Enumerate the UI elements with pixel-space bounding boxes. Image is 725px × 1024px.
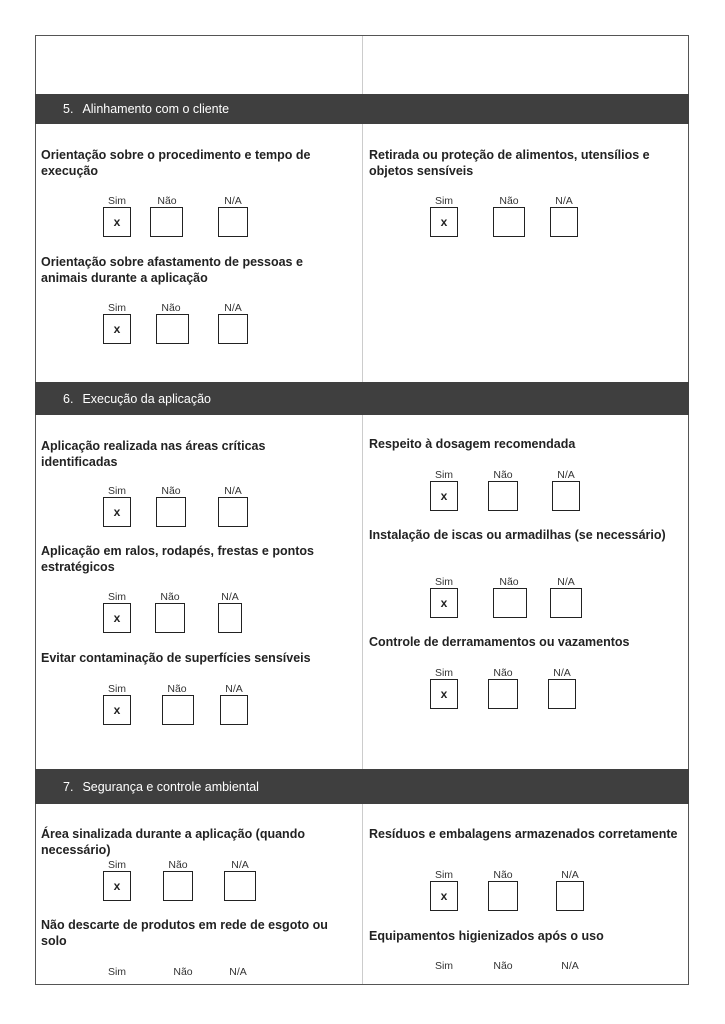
option-label-sim: Sim [434, 469, 454, 481]
checkbox-na[interactable] [550, 207, 578, 237]
option-label-sim: Sim [434, 960, 454, 972]
option-label-sim: Sim [434, 195, 454, 207]
option-label-nao: Não [157, 195, 177, 207]
question-text: Evitar contaminação de superfícies sensíveis [41, 651, 311, 665]
checkbox-na[interactable] [556, 881, 584, 911]
option-label-nao: Não [168, 859, 188, 871]
question-text: Respeito à dosagem recomendada [369, 437, 576, 451]
option-label-na: N/A [561, 869, 579, 881]
option-label-sim: Sim [107, 485, 127, 497]
checkbox-na[interactable] [218, 314, 248, 344]
checkbox-nao[interactable] [488, 481, 518, 511]
option-label-na: N/A [231, 859, 249, 871]
option-label-sim: Sim [107, 195, 127, 207]
question-text: Área sinalizada durante a aplicação (quando necessário) [41, 827, 305, 857]
checkbox-nao[interactable] [488, 881, 518, 911]
question-text: Orientação sobre o procedimento e tempo de execução [41, 148, 311, 178]
checkbox-sim[interactable]: x [103, 603, 131, 633]
option-label-na: N/A [221, 591, 239, 603]
checkbox-sim[interactable]: x [430, 481, 458, 511]
checkbox-nao[interactable] [156, 314, 189, 344]
section-title: Segurança e controle ambiental [82, 779, 259, 794]
checkbox-na[interactable] [552, 481, 580, 511]
question-text: Orientação sobre afastamento de pessoas e animais durante a aplicação [41, 255, 303, 285]
section-header-6 [35, 382, 689, 415]
checkbox-sim[interactable]: x [430, 881, 458, 911]
option-label-na: N/A [557, 469, 575, 481]
option-label-sim: Sim [434, 667, 454, 679]
option-label-nao: Não [161, 485, 181, 497]
column-divider [362, 124, 363, 382]
checkbox-sim[interactable]: x [103, 695, 131, 725]
checkbox-nao[interactable] [493, 207, 525, 237]
option-label-sim: Sim [107, 966, 127, 978]
section-header-5 [35, 94, 689, 124]
section-title: Execução da aplicação [82, 391, 211, 406]
option-label-nao: Não [173, 966, 193, 978]
checkbox-na[interactable] [548, 679, 576, 709]
column-divider [362, 36, 363, 94]
option-label-nao: Não [167, 683, 187, 695]
option-label-nao: Não [160, 591, 180, 603]
checkbox-nao[interactable] [162, 695, 194, 725]
option-label-sim: Sim [434, 576, 454, 588]
option-label-sim: Sim [434, 869, 454, 881]
column-divider [362, 804, 363, 984]
option-label-sim: Sim [107, 859, 127, 871]
option-label-sim: Sim [107, 591, 127, 603]
option-label-nao: Não [493, 667, 513, 679]
checkbox-nao[interactable] [163, 871, 193, 901]
option-label-nao: Não [493, 960, 513, 972]
option-label-na: N/A [229, 966, 247, 978]
option-label-na: N/A [553, 667, 571, 679]
checkbox-sim[interactable]: x [430, 588, 458, 618]
option-label-nao: Não [161, 302, 181, 314]
checkbox-na[interactable] [218, 603, 242, 633]
option-label-na: N/A [555, 195, 573, 207]
option-label-na: N/A [224, 485, 242, 497]
checkbox-nao[interactable] [150, 207, 183, 237]
question-text: Instalação de iscas ou armadilhas (se necessário) [369, 528, 666, 542]
option-label-nao: Não [499, 576, 519, 588]
checkbox-sim[interactable]: x [430, 679, 458, 709]
question-text: Não descarte de produtos em rede de esgoto ou solo [41, 918, 328, 948]
checkbox-na[interactable] [550, 588, 582, 618]
option-label-nao: Não [493, 469, 513, 481]
question-text: Resíduos e embalagens armazenados corretamente [369, 827, 678, 841]
question-text: Equipamentos higienizados após o uso [369, 929, 604, 943]
question-text: Aplicação em ralos, rodapés, frestas e pontos estratégicos [41, 544, 315, 574]
section-number: 6. [63, 391, 74, 406]
option-label-sim: Sim [107, 683, 127, 695]
checkbox-na[interactable] [218, 207, 248, 237]
checkbox-sim[interactable]: x [103, 207, 131, 237]
checkbox-nao[interactable] [488, 679, 518, 709]
section-title: Alinhamento com o cliente [82, 102, 230, 116]
question-text: Aplicação realizada nas áreas críticas identificadas [41, 439, 266, 469]
section-number: 7. [63, 779, 74, 794]
option-label-na: N/A [224, 302, 242, 314]
checkbox-nao[interactable] [156, 497, 186, 527]
checkbox-nao[interactable] [155, 603, 185, 633]
checkbox-na[interactable] [224, 871, 256, 901]
checkbox-na[interactable] [220, 695, 248, 725]
option-label-na: N/A [557, 576, 575, 588]
question-text: Retirada ou proteção de alimentos, utensílios e objetos sensíveis [369, 148, 650, 178]
section-header-7 [35, 769, 689, 804]
question-text: Controle de derramamentos ou vazamentos [369, 635, 630, 649]
option-label-na: N/A [224, 195, 242, 207]
section-number: 5. [63, 102, 74, 116]
checkbox-nao[interactable] [493, 588, 527, 618]
option-label-nao: Não [493, 869, 513, 881]
option-label-na: N/A [561, 960, 579, 972]
column-divider [362, 415, 363, 769]
checkbox-sim[interactable]: x [103, 871, 131, 901]
checkbox-sim[interactable]: x [103, 497, 131, 527]
option-label-sim: Sim [107, 302, 127, 314]
option-label-na: N/A [225, 683, 243, 695]
checkbox-sim[interactable]: x [103, 314, 131, 344]
checkbox-sim[interactable]: x [430, 207, 458, 237]
option-label-nao: Não [499, 195, 519, 207]
checkbox-na[interactable] [218, 497, 248, 527]
